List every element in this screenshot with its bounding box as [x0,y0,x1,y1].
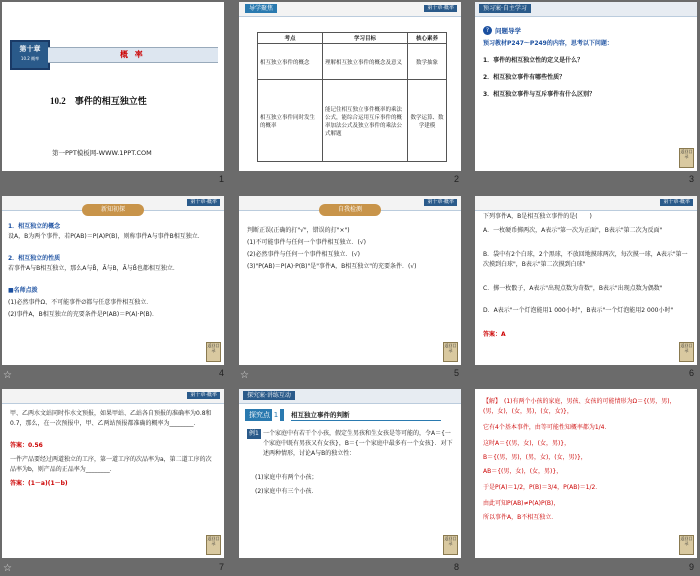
line: 2．相互独立的性质 [8,255,61,262]
answer: 答案：A [483,331,506,338]
section-tag: 探究案·讲练互动 [243,391,295,400]
slide-3[interactable] [475,2,697,171]
top-bar [475,196,697,211]
slide-2[interactable] [239,2,461,171]
section-tag: 预习案·自主学习 [479,4,531,13]
line: 一件产品要经过两道独立的工序，第一道工序的次品率为a，第二道工序的次品率为b，则产品的正品率为________． [10,456,212,473]
line: (3)"P(AB)＝P(A)·P(B)"是"事件A，B相互独立"的充要条件．(√) [247,263,417,270]
slide-number: 6 [689,368,695,378]
line: ■名师点拨 [8,287,38,294]
footer-text: 第一PPT模板网-WWW.1PPT.COM [52,149,152,157]
line: 它有4个基本事件，由等可能性知概率都为1/4． [483,424,611,431]
line: 由此可知P(AB)≠P(A)P(B)， [483,500,560,507]
line: B．袋中有2个白球，2个黑球，不放回地摸球两次，每次摸一球，A表示"第一次摸到白球"，B表示"第二次摸到白球" [483,251,688,268]
banner: 自我检测 [319,204,381,216]
line: 下列事件A，B是相互独立事件的是( ) [483,213,592,220]
explore-badge: 探究点 1 [245,409,284,421]
back-button[interactable]: 返回目录 [679,535,694,555]
line: (2)必然事件与任何一个事件相互独立．(√) [247,251,361,258]
star-icon: ☆ [3,370,12,381]
line: C．掷一枚骰子，A表示"出现点数为奇数"，B表示"出现点数为偶数" [483,285,663,292]
top-bar [239,2,461,17]
top-bar [2,389,224,404]
line: 1．相互独立的概念 [8,223,61,230]
chapter-tag: 第十章·概率 [424,5,457,12]
back-button[interactable]: 返回目录 [679,342,694,362]
example-label: 例1 [249,430,259,437]
table-cell: 相互独立事件同时发生的概率 [258,80,323,162]
line: 判断正误(正确的打"√"，错误的打"×") [247,227,350,234]
line: 甲、乙两水文站同时作水文预报，如果甲站、乙站各自预报的准确率为0.8和0.7，那么，在一次预报中，甲、乙两站预报都准确的概率为________． [10,410,212,427]
table-cell: 数学运算、数学建模 [408,80,447,162]
section-tag: 导学聚焦 [245,4,277,13]
line: 预习教材P247～P249的内容，思考以下问题： [483,40,613,47]
back-button[interactable]: 返回目录 [679,148,694,168]
star-icon: ☆ [240,370,249,381]
line: (1)必然事件Ω、不可能事件∅都与任意事件相互独立． [8,299,153,306]
chapter-tag: 第十章·概率 [660,199,693,206]
table-cell: 数学抽象 [408,44,447,80]
back-button[interactable]: 返回目录 [443,535,458,555]
back-button[interactable]: 返回目录 [206,342,221,362]
line: 1．事件的相互独立性的定义是什么？ [483,57,584,64]
slide-8[interactable] [239,389,461,558]
line: 所以事件A，B不相互独立． [483,514,558,521]
table-cell: 相互独立事件的概念 [258,44,323,80]
line: 这时A＝{(男，女)，(女，男)}， [483,440,571,447]
chapter-tag: 第十章·概率 [187,199,220,206]
line: 【解】 (1)有两个小孩的家庭，男孩、女孩的可能情形为Ω＝{(男，男)，(男，女)，(女，男)，(女，女)}， [483,398,676,415]
star-icon: ☆ [3,563,12,574]
header-cell: 核心素养 [408,33,447,44]
slide-6[interactable] [475,196,697,365]
line: 2．相互独立事件有哪些性质？ [483,74,566,81]
line: (2)家庭中有三个小孩． [255,488,318,495]
slide-4[interactable] [2,196,224,365]
line: 若事件A与B相互独立，那么A与B̄，Ā与B，Ā与B̄也都相互独立． [8,265,179,272]
slide-1[interactable] [2,2,224,171]
chapter-tag: 第十章·概率 [187,392,220,399]
header-cell: 考点 [258,33,323,44]
table-cell: 能记住相互独立事件概率的乘法公式，能综合运用互斥事件的概率加法公式及独立事件的乘法公式解题 [323,80,408,162]
explore-title: 相互独立事件的判断 [291,410,441,421]
chapter-tag: 第十章·概率 [424,199,457,206]
slide-9[interactable] [475,389,697,558]
slide-number: 9 [689,562,695,572]
line: A．一枚硬币掷两次，A表示"第一次为正面"，B表示"第二次为反面" [483,227,663,234]
header-cell: 学习目标 [323,33,408,44]
top-bar [239,389,461,404]
slide-5[interactable] [239,196,461,365]
slide-number: 4 [219,368,225,378]
title-bar: 概 率 [48,47,218,63]
banner: 新知初探 [82,204,144,216]
slide-number: 2 [454,174,460,184]
line: (1)家庭中有两个小孩； [255,474,318,481]
slide-number: 1 [219,174,225,184]
question-icon: ? [483,26,492,35]
table-cell: 理解相互独立事件的概念及意义 [323,44,408,80]
line: (1)不可能事件与任何一个事件相互独立．(√) [247,239,367,246]
line: 3．相互独立事件与互斥事件有什么区别？ [483,91,596,98]
line: D．A表示"一个灯泡能用1 000小时"，B表示"一个灯泡能用2 000小时" [483,307,674,314]
chapter-badge: 第十章 10.2 概率 [10,40,50,70]
slide-number: 3 [689,174,695,184]
slide-number: 8 [454,562,460,572]
line: 于是P(A)＝1/2，P(B)＝3/4，P(AB)＝1/2． [483,484,602,491]
line: 一个家庭中有若干个小孩，假定生男孩和生女孩是等可能的，令A＝{一个家庭中既有男孩又有女孩}，B＝{一个家庭中最多有一个女孩}．对下述两种情形，讨论A与B的独立性： [263,430,453,457]
line: 设A，B为两个事件，若P(AB)＝P(A)P(B)，则称事件A与事件B相互独立． [8,233,204,240]
section-title: 10.2 事件的相互独立性 [50,96,147,106]
slide-number: 7 [219,562,225,572]
back-button[interactable]: 返回目录 [206,535,221,555]
heading: 问题导学 [495,27,521,35]
line: (2)事件A，B相互独立的充要条件是P(AB)＝P(A)·P(B)． [8,311,158,318]
top-bar [475,2,697,17]
line: B＝{(男，男)，(男，女)，(女，男)}， [483,454,587,461]
slide-number: 5 [454,368,460,378]
back-button[interactable]: 返回目录 [443,342,458,362]
goals-table [257,32,447,162]
line: AB＝{(男，女)，(女，男)}， [483,468,563,475]
slide-7[interactable] [2,389,224,558]
answer: 答案：0.56 [10,442,43,449]
answer: 答案：(1－a)(1－b) [10,480,68,487]
